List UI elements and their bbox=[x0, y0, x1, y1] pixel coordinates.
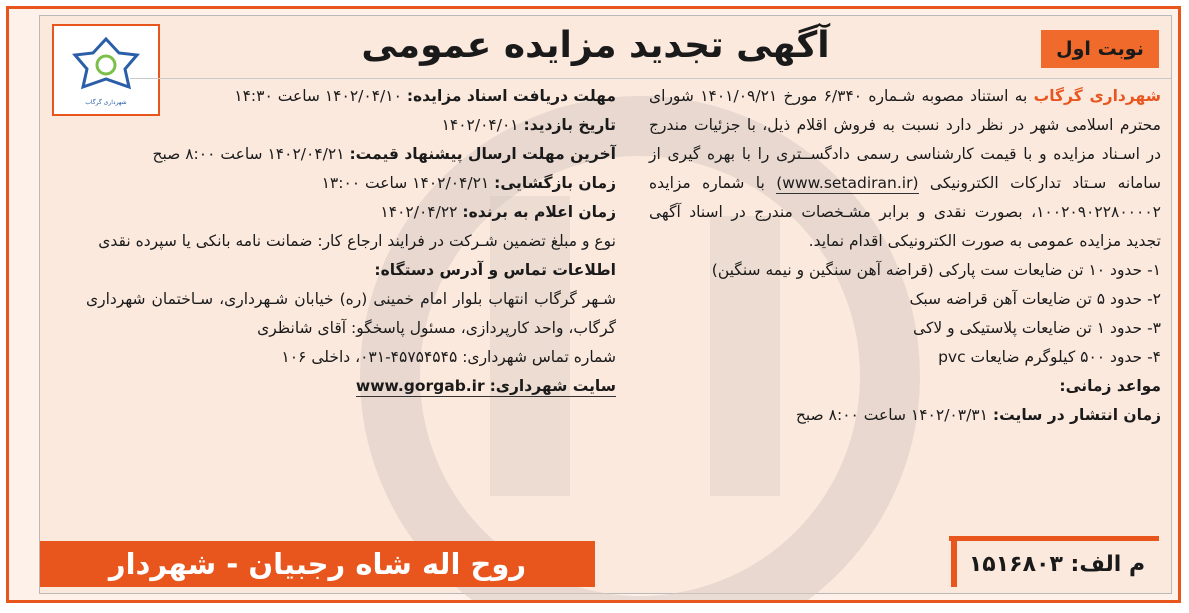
intro-text: به استناد مصوبه شـماره ۶/۳۴۰ مورخ ۱۴۰۱/۰۹/۲۱ شورای محترم اسلامی شهر در نظر دارد نسبت به فروش اقلام ذیل، با جزئیات مندرج در اسـناد مزایده و با قیمت کارشناسی رسمی دادگســتری را با بهره گیری از سامانه سـتاد تدارکات الکترونیکی bbox=[649, 87, 1161, 192]
phone-text: شماره تماس شهرداری: ۴۵۷۵۴۵۴۵-۰۳۱، داخلی ۱۰۶ bbox=[281, 348, 616, 366]
signature: روح اله شاه رجبیان - شهردار bbox=[108, 547, 527, 581]
docs-value: ۱۴۰۲/۰۴/۱۰ ساعت ۱۴:۳۰ bbox=[234, 87, 402, 105]
opening-label: زمان بازگشایی: bbox=[494, 174, 616, 192]
site-row-underline bbox=[356, 377, 616, 397]
logo-caption: شهرداری گرگاب bbox=[85, 98, 127, 106]
visit-label: تاریخ بازدید: bbox=[523, 116, 616, 134]
opening-value: ۱۴۰۲/۰۴/۲۱ ساعت ۱۳:۰۰ bbox=[321, 174, 490, 192]
left-column bbox=[86, 82, 616, 401]
intro-rest: با شماره مزایده ۱۰۰۲۰۹۰۲۲۸۰۰۰۰۲، بصورت نقدی و برابر مشـخصات مندرج در اسناد آگهی تجدید مزایده عمومی به صورت الکترونیکی اقدام نماید. bbox=[649, 174, 1161, 250]
notice-code: م الف: ۱۵۱۶۸۰۳ bbox=[968, 551, 1146, 577]
contact-heading: اطلاعات تماس و آدرس دستگاه: bbox=[374, 261, 616, 279]
setad-website: (www.setadiran.ir) bbox=[776, 174, 919, 192]
visit-row bbox=[86, 111, 616, 140]
docs-row bbox=[86, 82, 616, 111]
deadline-value: ۱۴۰۲/۰۴/۲۱ ساعت ۸:۰۰ صبح bbox=[152, 145, 345, 163]
organization-name: شهرداری گرگاب bbox=[1033, 87, 1161, 105]
list-item: ۱- حدود ۱۰ تن ضایعات ست پارکی (قراضه آهن سنگین و نیمه سنگین) bbox=[711, 261, 1161, 279]
winner-value: ۱۴۰۲/۰۴/۲۲ bbox=[380, 203, 458, 221]
right-column bbox=[649, 82, 1161, 430]
site-row bbox=[86, 372, 616, 401]
round-badge: نوبت اول bbox=[1041, 30, 1159, 68]
site-label: سایت شهرداری: bbox=[489, 377, 616, 395]
signature-bar bbox=[40, 541, 595, 587]
page-title: آگهی تجدید مزایده عمومی bbox=[361, 24, 830, 66]
publish-row bbox=[649, 401, 1161, 430]
schedule-heading: مواعد زمانی: bbox=[1059, 377, 1161, 395]
winner-label: زمان اعلام به برنده: bbox=[462, 203, 616, 221]
list-item: ۳- حدود ۱ تن ضایعات پلاستیکی و لاکی bbox=[913, 319, 1161, 337]
publish-label: زمان انتشار در سایت: bbox=[992, 406, 1161, 424]
title-divider bbox=[130, 78, 1171, 79]
title-bar bbox=[40, 16, 1171, 74]
notice-frame bbox=[6, 6, 1181, 603]
opening-row bbox=[86, 169, 616, 198]
docs-label: مهلت دریافت اسناد مزایده: bbox=[406, 87, 616, 105]
list-item: ۲- حدود ۵ تن ضایعات آهن قراضه سبک bbox=[909, 290, 1161, 308]
intro-paragraph bbox=[649, 82, 1161, 256]
site-link[interactable]: www.gorgab.ir bbox=[355, 377, 485, 395]
footer bbox=[40, 535, 1171, 593]
notice-body bbox=[39, 15, 1172, 594]
deadline-label: آخرین مهلت ارسال پیشنهاد قیمت: bbox=[349, 145, 616, 163]
winner-row bbox=[86, 198, 616, 227]
publish-value: ۱۴۰۲/۰۳/۳۱ ساعت ۸:۰۰ صبح bbox=[795, 406, 988, 424]
visit-value: ۱۴۰۲/۰۴/۰۱ bbox=[441, 116, 519, 134]
address-text: شـهر گرگاب انتهاب بلوار امام خمینی (ره) خیابان شـهرداری، سـاختمان شهرداری گرگاب، واحد کارپردازی، مسئول پاسخگو: آقای شانظری bbox=[86, 290, 616, 337]
deadline-row bbox=[86, 140, 616, 169]
list-item: ۴- حدود ۵۰۰ کیلوگرم ضایعات pvc bbox=[938, 348, 1161, 366]
guarantee-text: نوع و مبلغ تضمین شـرکت در فرایند ارجاع کار: ضمانت نامه بانکی یا سپرده نقدی bbox=[98, 232, 616, 250]
